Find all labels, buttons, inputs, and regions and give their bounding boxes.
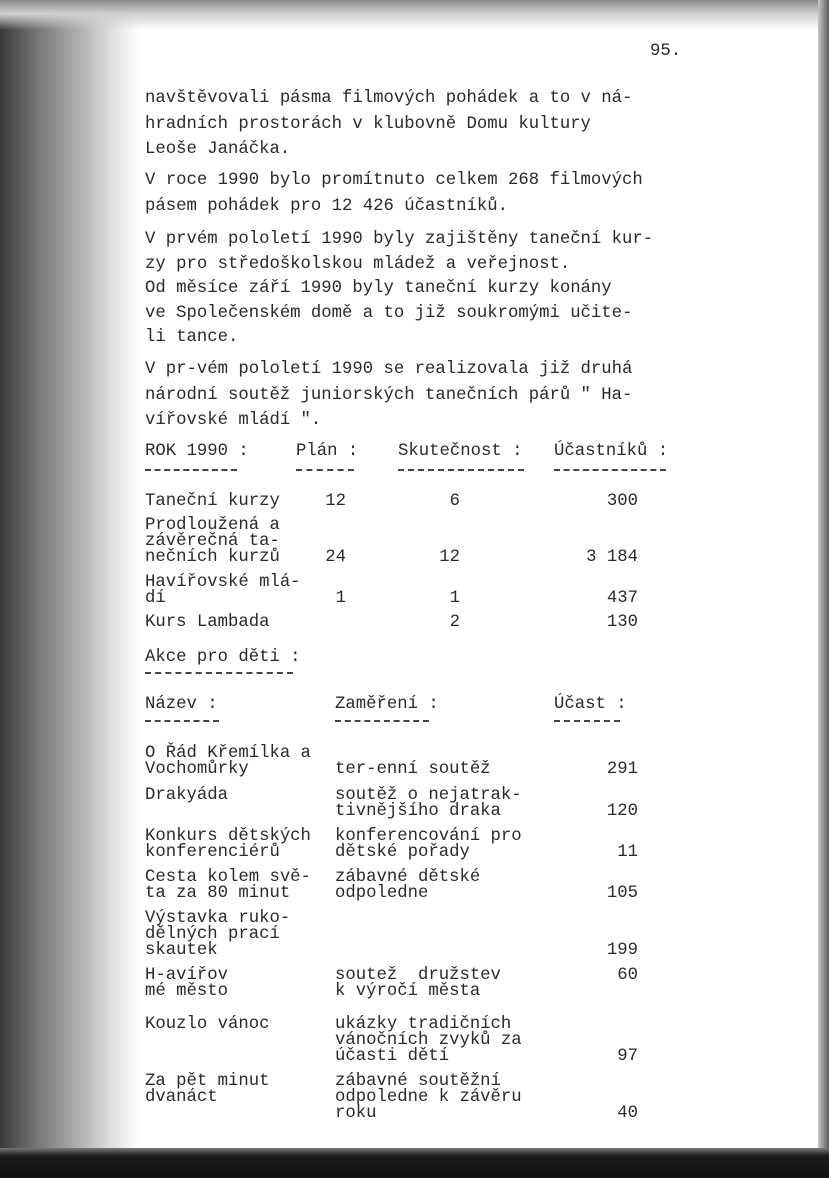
row-count: 291 bbox=[606, 760, 638, 779]
divider bbox=[554, 469, 666, 471]
paragraph: navštěvovali pásma filmových pohádek a to v ná- hradních prostorách v klubovně Domu kultury Leoše Janáčka. bbox=[145, 89, 633, 160]
row-name: O Řád Křemílka a Vochomůrky bbox=[145, 744, 311, 779]
row-actual: 2 bbox=[449, 613, 460, 632]
row-focus: konferencování pro dětské pořady bbox=[335, 827, 522, 862]
row-participants: 3 184 bbox=[586, 548, 638, 567]
row-name: Výstavka ruko- dělných prací skautek bbox=[145, 909, 291, 960]
row-name: Drakyáda bbox=[145, 786, 228, 805]
row-focus: ter-enní soutěž bbox=[335, 760, 491, 779]
row-plan: 24 bbox=[325, 548, 346, 567]
row-participants: 300 bbox=[606, 492, 638, 511]
row-focus: ukázky tradičních vánočních zvyků za účasti dětí bbox=[335, 1015, 522, 1066]
row-count: 40 bbox=[617, 1104, 638, 1123]
row-count: 97 bbox=[617, 1047, 638, 1066]
row-name: H-avířov mé město bbox=[145, 966, 228, 1001]
divider bbox=[145, 672, 293, 674]
table1-header-participants: Účastníků : bbox=[554, 442, 669, 461]
row-focus: soutež družstev k výročí města bbox=[335, 966, 501, 1001]
scan-edge-bottom bbox=[0, 1148, 829, 1178]
divider bbox=[145, 469, 237, 471]
row-focus: zábavné dětské odpoledne bbox=[335, 868, 481, 903]
divider bbox=[554, 720, 620, 722]
divider bbox=[296, 469, 354, 471]
row-name: Taneční kurzy bbox=[145, 492, 280, 511]
row-name: Kurs Lambada bbox=[145, 613, 270, 632]
section-title: Akce pro děti : bbox=[145, 648, 301, 667]
row-name: Kouzlo vánoc bbox=[145, 1015, 270, 1034]
scan-shadow-top bbox=[0, 0, 829, 30]
divider bbox=[335, 720, 429, 722]
row-focus: zábavné soutěžní odpoledne k závěru roku bbox=[335, 1072, 522, 1123]
paragraph: V roce 1990 bylo promítnuto celkem 268 filmových pásem pohádek pro 12 426 účastníků. bbox=[145, 171, 643, 216]
paragraph: V pr-vém pololetí 1990 se realizovala již druhá národní soutěž juniorských tanečních párů " Ha- vířovské mládí ". bbox=[145, 360, 633, 431]
page-number: 95. bbox=[650, 42, 682, 61]
row-participants: 437 bbox=[606, 589, 638, 608]
table1-header-plan: Plán : bbox=[296, 442, 359, 461]
table1-header-year: ROK 1990 : bbox=[145, 442, 249, 461]
row-name: Cesta kolem svě- ta za 80 minut bbox=[145, 868, 311, 903]
row-actual: 1 bbox=[449, 589, 460, 608]
row-plan: 1 bbox=[335, 589, 346, 608]
scan-edge-right bbox=[818, 0, 829, 1150]
row-count: 199 bbox=[606, 941, 638, 960]
row-name: Havířovské mlá- dí bbox=[145, 573, 301, 608]
row-name: Za pět minut dvanáct bbox=[145, 1072, 270, 1107]
row-plan: 12 bbox=[325, 492, 346, 511]
table2-header-name: Název : bbox=[145, 695, 218, 714]
row-actual: 12 bbox=[439, 548, 460, 567]
table1-header-actual: Skutečnost : bbox=[398, 442, 523, 461]
divider bbox=[145, 720, 219, 722]
table2-header-count: Účast : bbox=[554, 695, 627, 714]
divider bbox=[398, 469, 524, 471]
row-name: Prodloužená a závěrečná ta- nečních kurzů bbox=[145, 516, 280, 567]
table2-header-focus: Zaměření : bbox=[335, 695, 439, 714]
row-count: 60 bbox=[617, 966, 638, 985]
row-focus: soutěž o nejatrak- tivnějšího draka bbox=[335, 786, 522, 821]
row-count: 120 bbox=[606, 802, 638, 821]
row-actual: 6 bbox=[449, 492, 460, 511]
row-participants: 130 bbox=[606, 613, 638, 632]
row-name: Konkurs dětských konferenciérů bbox=[145, 827, 311, 862]
scan-shadow-left bbox=[0, 0, 140, 1178]
paragraph: V prvém pololetí 1990 byly zajištěny taneční kur- zy pro středoškolskou mládež a veřejnost. Od měsíce září 1990 byly taneční kurzy konány ve Společenském domě a to již soukromými učite- li tance. bbox=[145, 230, 654, 347]
row-count: 105 bbox=[606, 884, 638, 903]
row-count: 11 bbox=[617, 843, 638, 862]
